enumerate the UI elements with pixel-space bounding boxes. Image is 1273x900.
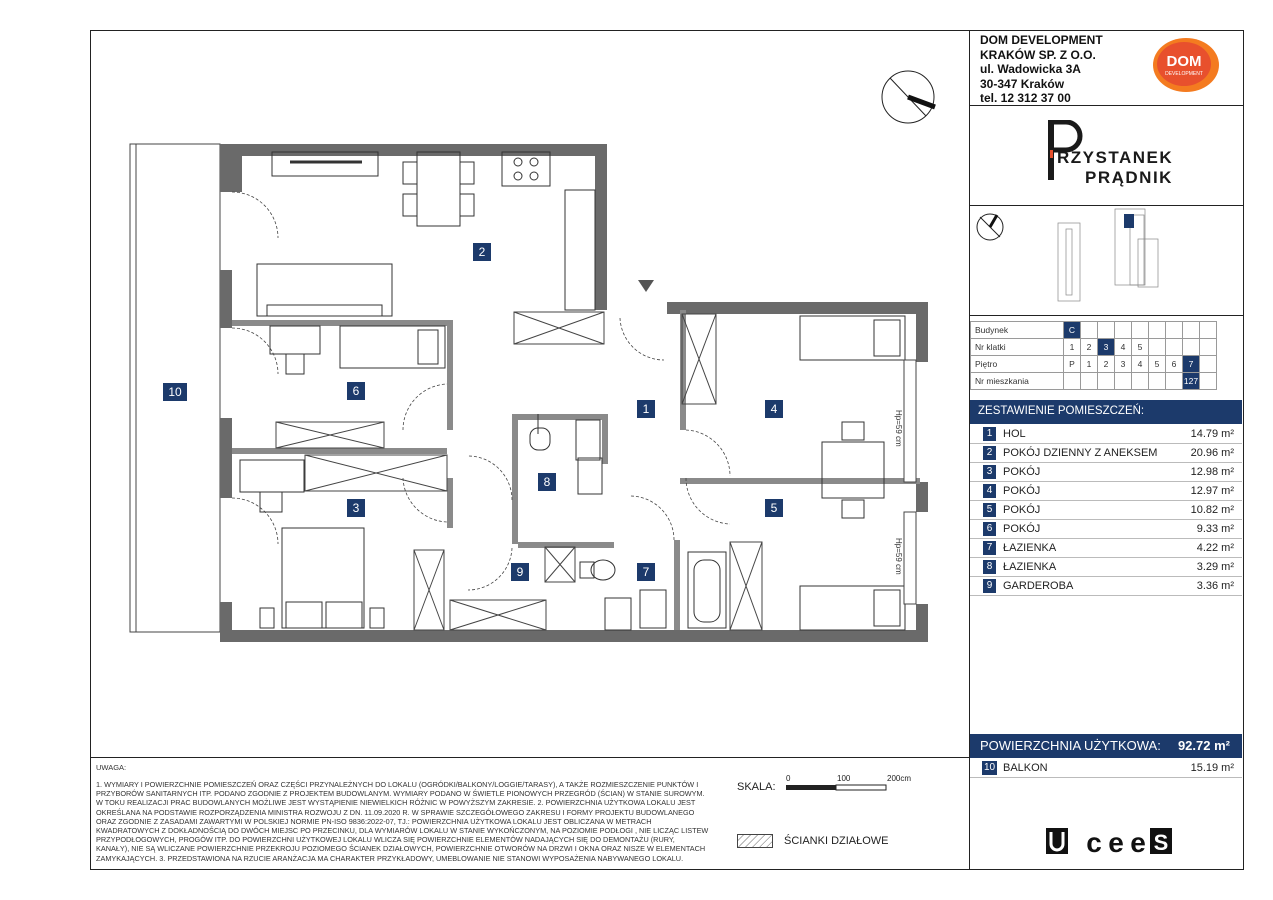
company-street: ul. Wadowicka 3A xyxy=(980,62,1081,76)
total-area xyxy=(970,734,1242,758)
svg-text:e: e xyxy=(1108,827,1124,856)
notes-text: 1. WYMIARY I POWIERZCHNIE POMIESZCZEŃ ORAZ CZĘŚCI PRZYNALEŻNYCH DO LOKALU (OGRÓDKI/BALKONY/LOGGIE/TARASY), A TAKŻE ROZMIESZCZENIE PUNKTÓW I PRZYBORÓW SANITARNYCH ITP. PODANO ZGODNIE Z PROJEKTEM BUDOWLANYM. WYMIARY PODANO W ŚWIETLE PIONOWYCH PRZEGRÓD (ŚCIAN) W STANIE SUROWYM. W TOKU REALIZACJI PRAC BUDOWLANYCH MOŻLIWE JEST WYSTĄPIENIE NIEWIELKICH RÓŻNIC W POWYŻSZYM ZAKRESIE. 2. POWIERZCHNIA UŻYTKOWA LOKALU JEST OKREŚLANA NA PODSTAWIE ROZPORZĄDZENIA MINISTRA ROZWOJU Z DN. 11.09.2020 R. W SPRAWIE SZCZEGÓŁOWEGO ZAKRESU I FORMY PROJEKTU BUDOWLANEGO ORAZ ZGODNIE Z ZASADAMI ZAWARTYMI W POLSKIEJ NORMIE PN-ISO 9836:2022-07, TJ.: POWIERZCHNIA UŻYTKOWA LOKALU JEST OBLICZANA W METRACH KWADRATOWYCH Z DOKŁADNOŚCIĄ DO DWÓCH MIEJSC PO PRZECINKU, DLA WYMIARÓW LOKALU W STANIE WYKOŃCZONYM, NA POZIOMIE PODŁOGI , NIE LICZĄC LISTEW PRZYPODŁOGOWYCH, PROGÓW ITP. DO POWIERZCHNI UŻYTKOWEJ LOKALU WLICZA SIĘ POWIERZCHNIE ELEMENTÓW NADAJĄCYCH SIĘ DO DEMONTAŻU (RURY, KANAŁY), NIE SĄ WLICZANE POWIERZCHNIE PRZEKROJU POZIOMEGO ŚCIANEK DZIAŁOWYCH, POWIERZCHNIE OTWORÓW NA DRZWI I OKNA ORAZ NISZE W ELEMENTACH ZAMYKAJĄCYCH. 3. PRZEDSTAWIONA NA RZUCIE ARANŻACJA MA CHARAKTER PRZYKŁADOWY, UMEBLOWANIE NIE STANOWI WYPOSAŻENIA NABYWANEGO LOKALU. xyxy=(96,780,709,863)
plan-label-room-6: 6 xyxy=(347,382,365,400)
notes-divider xyxy=(90,757,970,758)
building-value: C xyxy=(1064,322,1081,339)
room-row: 5 POKÓJ 10.82 m² xyxy=(970,501,1242,520)
svg-text:S: S xyxy=(1153,830,1169,855)
room-row: 1 HOL 14.79 m² xyxy=(970,425,1242,444)
walls-legend-swatch xyxy=(737,834,773,848)
room-row: 9 GARDEROBA 3.36 m² xyxy=(970,577,1242,596)
company-phone: tel. 12 312 37 00 xyxy=(980,91,1071,105)
scale-label: SKALA: xyxy=(737,781,776,793)
interior-walls xyxy=(232,310,920,630)
scale-tick-100: 100 xyxy=(837,774,851,783)
window-note-1: Hp=59 cm xyxy=(894,410,903,447)
total-value: 92.72 m² xyxy=(1177,738,1230,753)
total-label: POWIERZCHNIA UŻYTKOWA: xyxy=(980,738,1161,753)
plan-label-room-3: 3 xyxy=(347,499,365,517)
apartment-info-table: Budynek C Nr klatki 1 2 3 4 5 Piętro P 1 2 3 4 5 6 7 Nr mieszkania 127 xyxy=(970,321,1217,390)
plan-label-room-4: 4 xyxy=(765,400,783,418)
room-row: 7 ŁAZIENKA 4.22 m² xyxy=(970,539,1242,558)
company-info xyxy=(980,33,1103,106)
svg-text:c: c xyxy=(1086,827,1102,856)
floor-plan xyxy=(90,30,970,757)
furniture xyxy=(240,152,905,630)
rooms-header: ZESTAWIENIE POMIESZCZEŃ: xyxy=(970,400,1242,424)
scale-tick-200: 200cm xyxy=(887,774,912,783)
exterior-walls xyxy=(220,144,928,642)
separator xyxy=(969,105,1244,106)
balcony-row: 10 BALKON 15.19 m² xyxy=(970,759,1242,778)
company-city: 30-347 Kraków xyxy=(980,76,1065,91)
plan-label-room-10: 10 xyxy=(163,383,187,401)
brand-title-2: PRĄDNIK xyxy=(1085,168,1173,187)
svg-text:e: e xyxy=(1130,827,1146,856)
ucees-logo xyxy=(1046,826,1172,856)
brand-title-1: RZYSTANEK xyxy=(1057,148,1174,167)
separator xyxy=(969,315,1244,316)
plan-label-room-7: 7 xyxy=(637,563,655,581)
scale-bar xyxy=(786,783,892,793)
room-row: 2 POKÓJ DZIENNY Z ANEKSEM 20.96 m² xyxy=(970,444,1242,463)
svg-text:DOM: DOM xyxy=(1166,53,1202,70)
room-row: 6 POKÓJ 9.33 m² xyxy=(970,520,1242,539)
room-row: 4 POKÓJ 12.97 m² xyxy=(970,482,1242,501)
dom-development-logo xyxy=(1150,36,1222,94)
north-arrow-icon xyxy=(882,71,935,123)
floor-label: Piętro xyxy=(971,356,1064,373)
room-row: 8 ŁAZIENKA 3.29 m² xyxy=(970,558,1242,577)
room-row: 3 POKÓJ 12.98 m² xyxy=(970,463,1242,482)
rooms-list xyxy=(970,425,1242,596)
plan-label-room-8: 8 xyxy=(538,473,556,491)
building-label: Budynek xyxy=(971,322,1064,339)
apartment-label: Nr mieszkania xyxy=(971,373,1064,390)
plan-label-room-1: 1 xyxy=(637,400,655,418)
plan-label-room-5: 5 xyxy=(765,499,783,517)
walls-legend-label: ŚCIANKI DZIAŁOWE xyxy=(784,835,889,847)
plan-label-room-2: 2 xyxy=(473,243,491,261)
site-plan-thumbnail xyxy=(970,205,1242,315)
notes-title: UWAGA: xyxy=(96,763,127,772)
company-name-2: KRAKÓW SP. Z O.O. xyxy=(980,47,1096,62)
window-note-2: Hp=59 cm xyxy=(894,538,903,575)
staircase-label: Nr klatki xyxy=(971,339,1064,356)
svg-text:DEVELOPMENT: DEVELOPMENT xyxy=(1165,71,1203,77)
apartment-value: 127 xyxy=(1183,373,1200,390)
scale-tick-0: 0 xyxy=(786,774,791,783)
company-name-1: DOM DEVELOPMENT xyxy=(980,33,1103,47)
plan-label-room-9: 9 xyxy=(511,563,529,581)
